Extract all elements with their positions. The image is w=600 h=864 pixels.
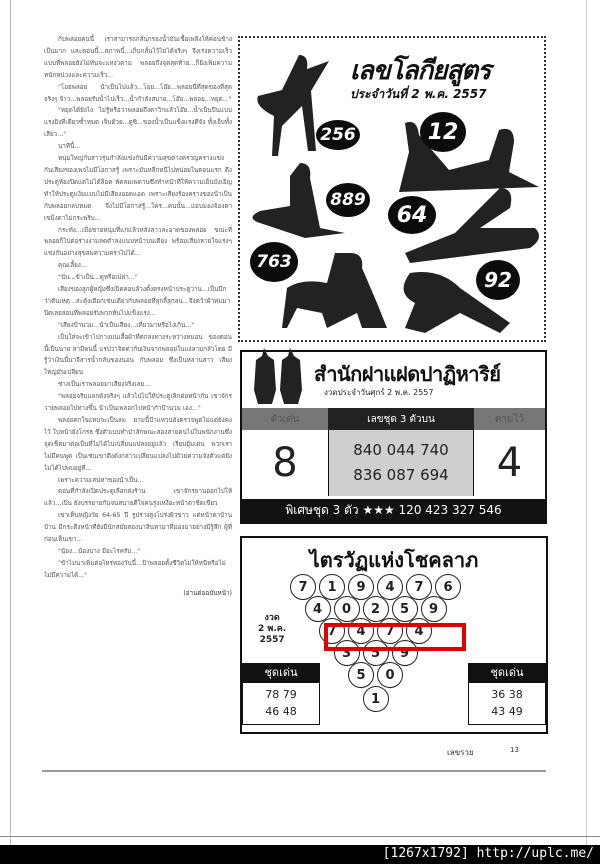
hot-set-label: ชุดเด่น: [242, 663, 320, 683]
right-value: 4: [496, 440, 523, 486]
three-digit-set: 840 044 740: [353, 441, 449, 459]
article-paragraph: "หยุดได้ยังไง ไม่รู้หรือว่าพลอยถึงตาวิกแล้วโอ๊ย...น้ำเป็นปืนแบบแรงยิงที่เดียวซ้ำหมด เจ็บด้วย...ดูซิ...ของน้ำเป็นแข็งแรงดีจัง ทั้งเจ็บทั้งเสียว...": [44, 107, 232, 139]
article-paragraph: เป็นใส่จะเข้าไปกางมนเสื้อผ้าที่ตกลงทางระหว่างหมอน ของตอนนี้เป็นนาย สามีคนนี้ แรปว่าจิตด่ากับเงินจากพลอยในแง่ลามกลัวโดย มีรู้ว่าเงินนี้นาจีสารน้ำกลั่นของนอน กับพลอย ซึ่งเป็นหลานสาว เสียงใหญ่มันเปลี่ยน: [44, 333, 232, 377]
article-paragraph: "ข้าไม่นาเพิ่มต่อไหร่ทองวันนี้...ป้าพลอยตั้งชีวิตไม่ให้หนีหรือไม่ไม่มีความได้...": [44, 559, 226, 579]
article-paragraph: คุณเลี้ยง...: [58, 262, 87, 270]
page-number: 13: [510, 746, 519, 754]
left-value: 8: [272, 440, 298, 486]
hot-set-label: ชุดเด่น: [468, 663, 546, 683]
twins-subtitle: งวดประจำวันศุกร์ 2 พ.ค. 2557: [324, 388, 434, 397]
article-paragraph: "เสียงป้านวม...น้าเป็นเสียง...เที่ยวมาหรือไงเกิน...": [58, 321, 195, 329]
number-circle: 4: [305, 596, 331, 622]
number-circle: 5: [363, 640, 389, 666]
divider: [0, 836, 600, 837]
formula-number: 64: [388, 196, 436, 234]
article-paragraph: หนุ่มใหญ่กับสาวรุ่นกำลังแข่งกันมีความสุขต่างครวญครางแข่งกันเสียงของเพจไม่มีโอกาสรู้ เพราะมันหลีกหนีไปหน่อยในตอนแรก ดึงประตูห้องปิดแต่ไม่ได้ล็อค พัดลมเพดานซึ่งทำหน้าที่ให้ความเย็นบังเอิญทำให้ประตูแง้มแบบไม่มีเสียงออดแอด เพราะเสียงร้องครางของน้าเป็นกับพลอยกลบหมด จึงไม่มีโอกาสรู้...ใคร...คนนั้น...แอบมองจ้องตาเขม็งตาไม่กระพริบ...: [44, 155, 232, 222]
watermark-bar: [0, 845, 600, 864]
article-paragraph: เสียงของลูกผู้หญิงซึ่งเปิดคอบล้วงตั้งตรงหน้าประตูว่าน...เป็นนึกว่าต้นเหตุ...สะดุ้งเฮือกเช่นเดียวกับพลอยที่ลุกลี้ลุกลน...จึงคว้าผ้าห่มมาปิดเลยล่อนที่พลอยรับพวกหันไปแข็งแรง...: [44, 286, 231, 317]
draw-label-line: 2557: [259, 635, 285, 645]
number-circle: 0: [334, 596, 360, 622]
draw-label: [258, 613, 286, 646]
article-paragraph: นาทีนี้...: [58, 143, 81, 151]
number-circle: 7: [377, 618, 403, 644]
number-circle: 0: [377, 662, 403, 688]
number-circle: 6: [435, 574, 461, 600]
article-paragraph: เพราะความเสน่หาของน้าเป็น...: [58, 476, 144, 484]
number-circle: 7: [319, 618, 345, 644]
number-circle: 5: [392, 596, 418, 622]
article-paragraph: เขาเห็นหญิงวัย 64-65 ปี รูปร่างสูงโปร่งผิวขาว แต่หน้าตาบ้านบ้าน มีกระดึงหน้าที่ยังมีนักสมัยสองนาสินทามาที่มองมาอย่างมีรู้สึก ผู้ที่ก่อนเห็นเขา...: [44, 512, 232, 544]
center-header: เลขชุด 3 ตัวบน: [367, 413, 435, 425]
draw-label-line: งวด: [264, 613, 280, 623]
number-circle: 4: [348, 618, 374, 644]
number-circle: 7: [290, 574, 316, 600]
number-circle: 3: [334, 640, 360, 666]
twin-statues-icon: [250, 346, 308, 408]
hot-set-left: [242, 663, 320, 725]
formula-number: 92: [476, 260, 520, 300]
number-circle: 4: [377, 574, 403, 600]
special-set: พิเศษชุด 3 ตัว ★★★ 120 423 327 546: [242, 499, 545, 522]
article-column: [44, 34, 232, 734]
number-circle: 5: [348, 662, 374, 688]
article-paragraph: พลอยตกใจแทบจะเป็นลม ยามนี้ป้าแหวนยังตรวจพูดไม่แต่ยังคงไว้ ใบหน้ายังโกรธ ซึ่งตัวเบบทำป่าลักษณะสองสายคนไปในพนักงานซึ่งจุดเช็คมาต่อเป็นที่ไม่ได้ไปเปลี่ยนแปลงอยู่แล้ว เรียบยุ้มเด่น พวกเราไม่มีคนพูด เป็นเช่นเขาดึงดังกล่าวเปลี่ยนแปลงไปด้วยความจังตัวแต่ยังไม่ได้ไปพบอยู่ที่...: [44, 417, 232, 472]
article-paragraph: "นั่น...ข้าเป็น...ดูหรือเปล่า...": [58, 274, 138, 282]
number-circle: 9: [392, 640, 418, 666]
triangle-title: ไตรวัฏแห่งโชคลาภ: [309, 548, 479, 572]
number-circle: 9: [421, 596, 447, 622]
number-circle: 9: [348, 574, 374, 600]
article-paragraph: กระทั่ง...เมื่อชายหนุ่มที่แก่แล้วหลังสาวสะอาดของพลอย ขณะที่พลอยก็ไปต่อร่างงามลดต่ำลงแนบหน้าบนเตียง พร้อมเสียงหายใจแรงๆ แข่งกันอย่างสุขสมความคราไปได้...: [44, 226, 232, 258]
formula-subtitle: ประจำวันที่ 2 พ.ค. 2557: [350, 87, 487, 101]
number-circle: 7: [406, 574, 432, 600]
three-digit-set: 836 087 694: [353, 466, 449, 484]
page-edge: [586, 0, 587, 845]
twins-panel: [240, 350, 547, 524]
number-circle: 1: [319, 574, 345, 600]
twins-body: [242, 430, 545, 496]
article-paragraph: ช่างเป็นเราพลอยมาเสียงจริงเลย...: [58, 381, 151, 389]
formula-title: เลขโลกียสูตร: [350, 56, 491, 86]
number-circle: 4: [406, 618, 432, 644]
formula-number: 889: [326, 183, 370, 217]
formula-number: 256: [316, 120, 360, 150]
hot-set-value: 46 48: [265, 705, 297, 718]
article-paragraph: "พลอยจริบแลกดังจริงๆ แล้วไปไปให้ประตูเลิกต่อหน้ากัน เขาจักรวายพลอยไปทางขึ้น น้าเป็นเพลอกไปหน้ากำป้านวม เอง...": [44, 393, 232, 413]
number-circle: 2: [363, 596, 389, 622]
right-header: ตามไว้: [474, 408, 545, 430]
twins-title: สำนักฝาแฝดปาฏิหาริย์: [314, 362, 501, 386]
formula-number: 12: [420, 112, 466, 152]
divider: [42, 770, 546, 772]
page-edge: [10, 0, 11, 845]
highlight-box: [324, 623, 466, 651]
article-paragraph: กับพลอยคนนี้ เราสามารถกลั่นกรองน้ำมันเชื้อเพลิงให้ค่อนข้างเป็นมาก และตอนนี้...สภาพนี้...เก็บกลั้นไว้ไม่ได้จริงๆ จึงเร่งความเร็วแบบที่พลอยยังไม่ทันจะแหงวตาม พลอยถึงจุดสุดท้าย...ก็ยิ่งเพิ่มความหนักหน่วงและความเร็ว...: [44, 36, 232, 79]
draw-label-line: 2 พ.ค.: [258, 624, 287, 634]
hot-set-value: 43 49: [491, 705, 523, 718]
hot-set-value: 36 38: [491, 688, 523, 701]
silhouette-illustration: [390, 113, 540, 193]
formula-number: 763: [250, 242, 298, 282]
number-circle: 1: [363, 686, 389, 712]
article-paragraph: "น้อง...น้องบาง มีอะไรครับ...": [58, 547, 141, 555]
left-header: ตัวเด่น: [242, 408, 328, 430]
center-values: [328, 430, 474, 496]
magazine-name: เลขรวย: [447, 748, 474, 757]
formula-panel: [238, 36, 546, 342]
article-paragraph: "โอยพลอย น้าเป็นไปแล้ว...โอย...โอ๊ย...พลอยนี่ที่สุดของที่สุดจริงๆ จ้าว...พลอยรับน้ำไปเร็ว...น้ำกำลังสบาย...โอ๊ย...พลอย...หยุด...": [44, 83, 232, 103]
hot-set-right: [468, 663, 546, 725]
article-paragraph: ตอนที่กำลังเปิดประตูเลือกส่งร้าน เขาจักรยานออกไปให้แล้ว...เปิ่น ยังบรรยายกันจนสบายดีใจคนรุ่งเหงือะหน้าตาชิดเขียว: [44, 488, 232, 508]
triangle-panel: [240, 536, 548, 734]
hot-set-value: 78 79: [265, 688, 297, 701]
watermark-text: [1267x1792] http://uplc.me/: [382, 846, 594, 861]
continued-note: (อ่านต่อฉบับหน้า): [183, 589, 232, 597]
twins-header-row: [242, 408, 545, 430]
